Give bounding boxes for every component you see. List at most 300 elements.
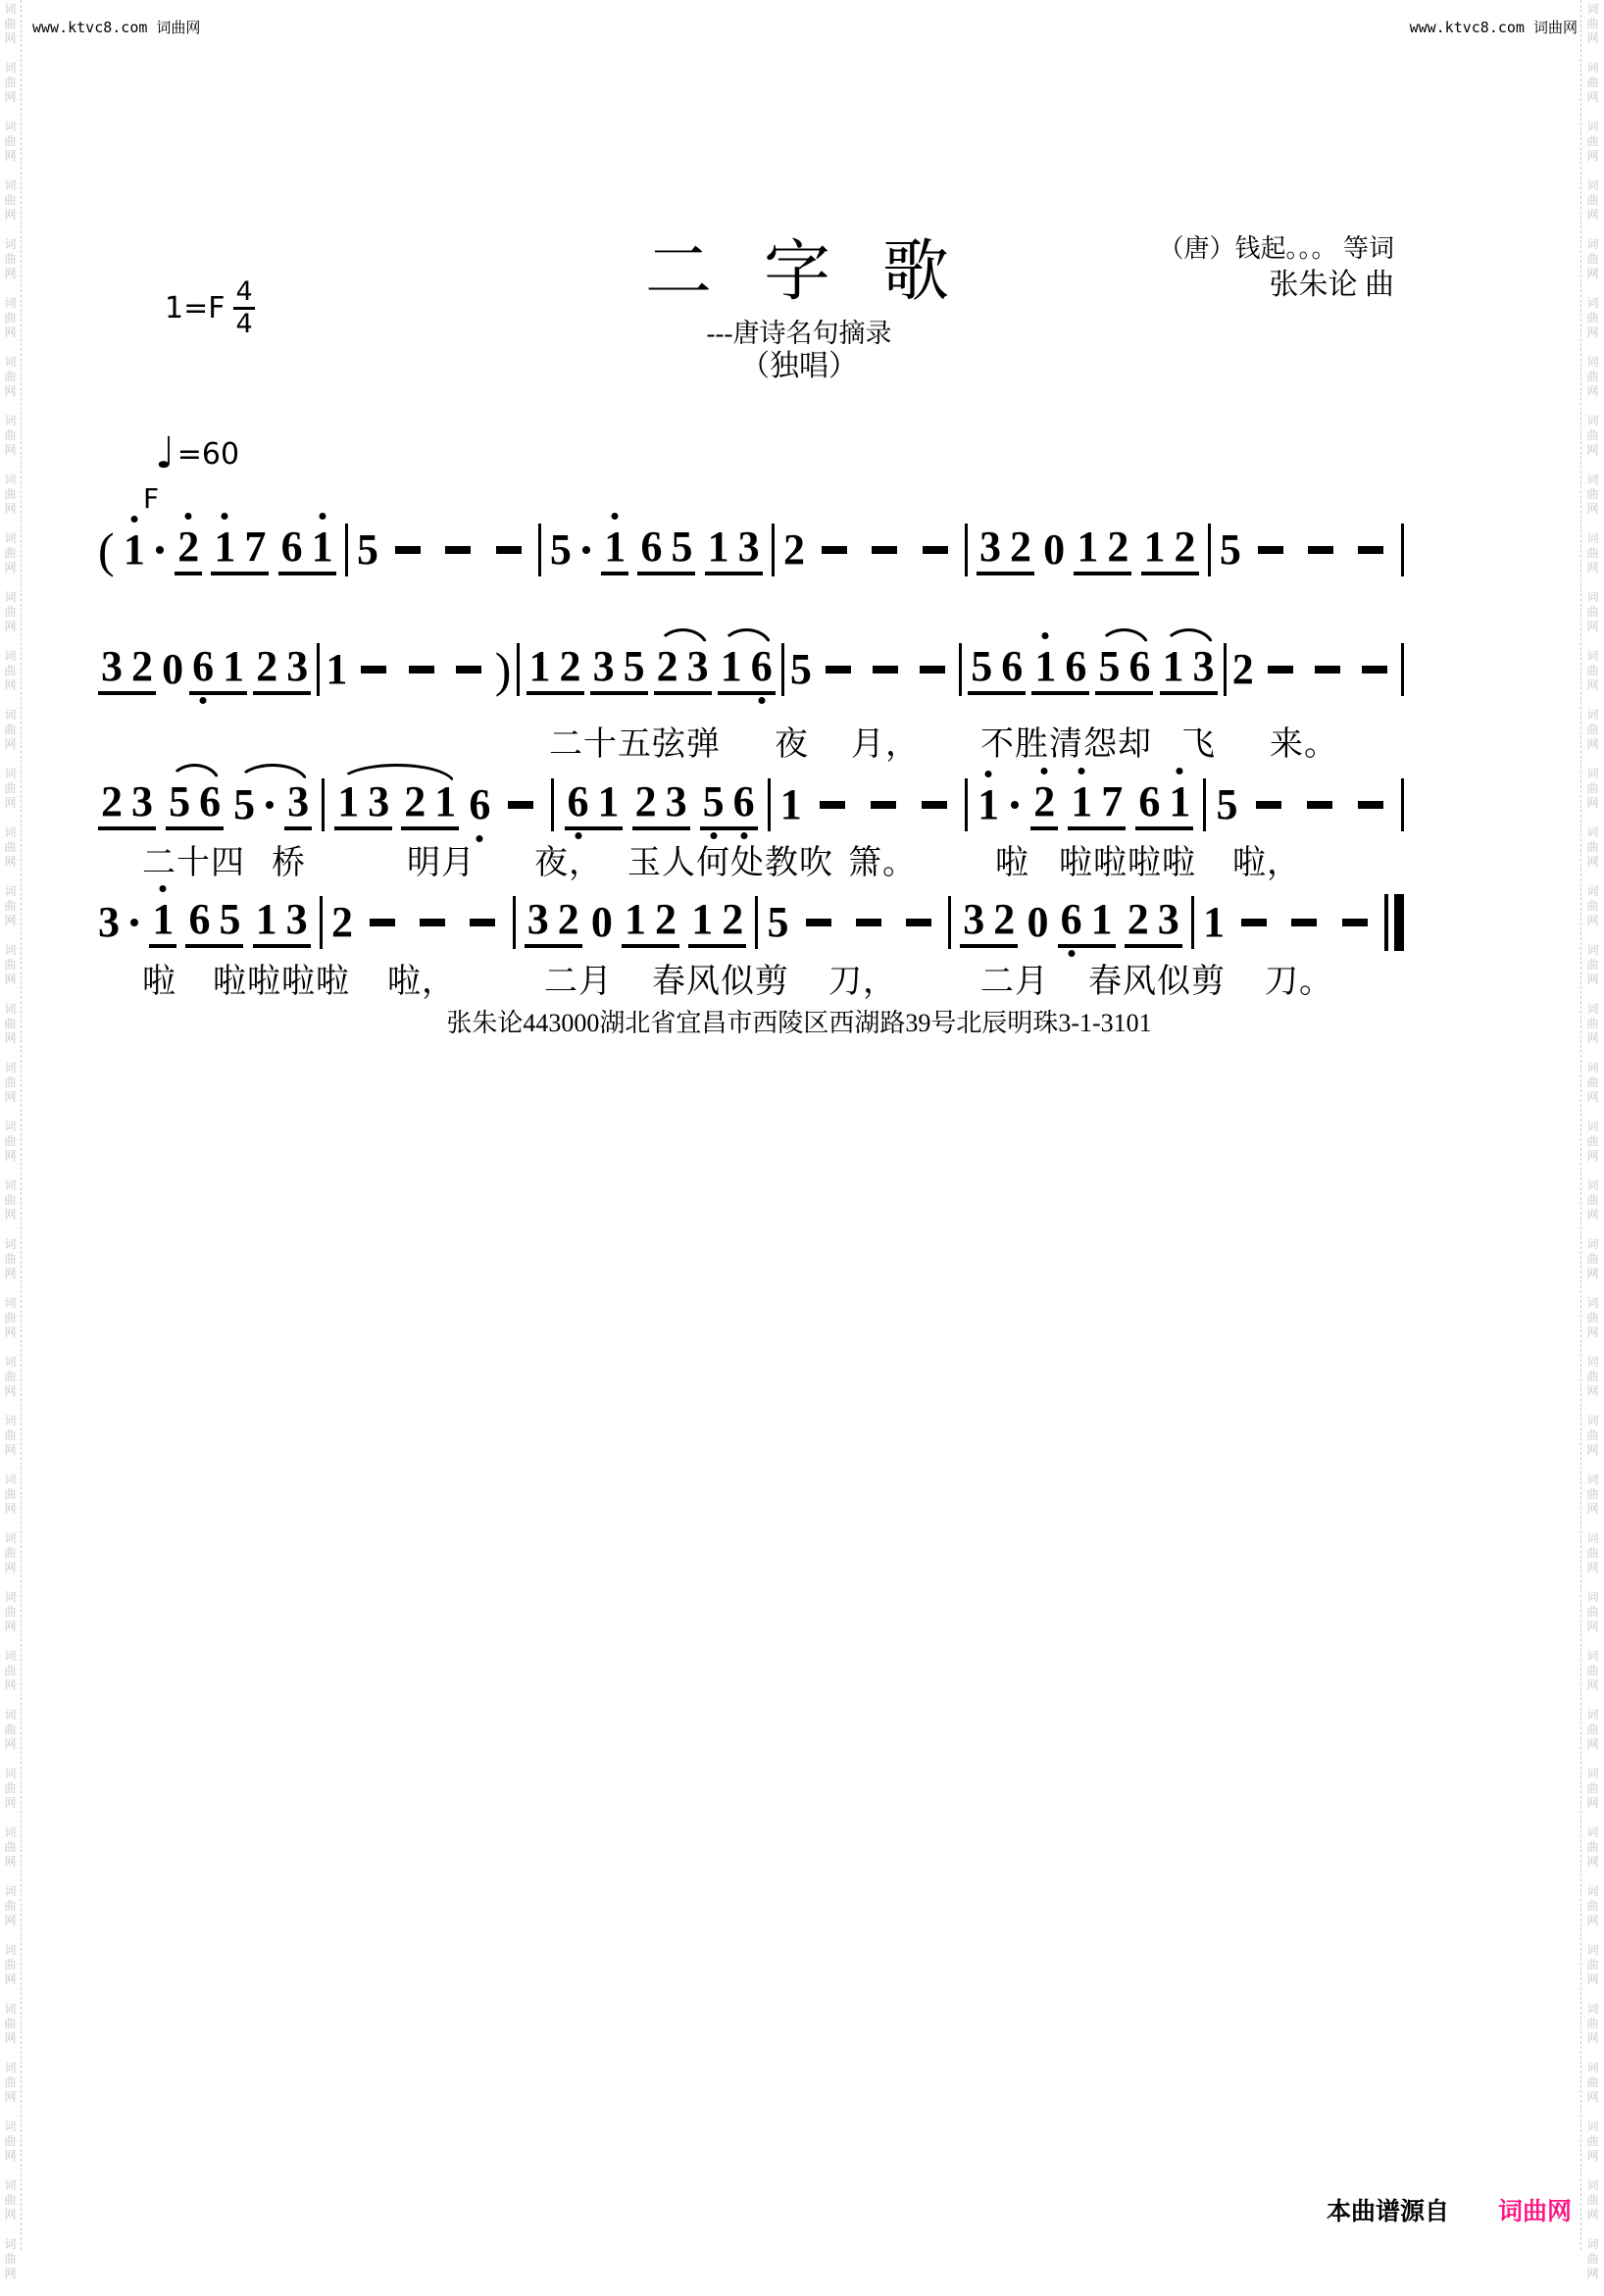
watermark-char: 网 bbox=[1586, 31, 1599, 45]
barline bbox=[1401, 778, 1404, 831]
watermark-char: 网 bbox=[4, 1384, 17, 1398]
watermark-char: 网 bbox=[4, 1620, 17, 1633]
jianpu-note: 2 bbox=[993, 894, 1016, 943]
beam-group bbox=[688, 894, 746, 948]
duration-dash bbox=[456, 666, 481, 674]
jianpu-note: 3 bbox=[368, 776, 390, 825]
jianpu-note: 1 bbox=[214, 525, 235, 569]
lyric-segment: 啦， bbox=[387, 964, 456, 1000]
duration-dash bbox=[1256, 801, 1281, 809]
duration-dash bbox=[922, 801, 947, 809]
watermark-char: 网 bbox=[4, 2031, 17, 2045]
octave-dot-below bbox=[200, 697, 207, 704]
jianpu-note: 5 bbox=[1098, 641, 1121, 690]
duration-dash bbox=[1342, 919, 1368, 926]
beam-group bbox=[149, 894, 176, 948]
watermark-char: 曲 bbox=[1586, 1722, 1599, 1736]
watermark-char: 网 bbox=[1586, 1149, 1599, 1163]
beam-group bbox=[1031, 641, 1089, 695]
watermark-char: 网 bbox=[4, 737, 17, 751]
watermark-char: 词 bbox=[4, 708, 17, 722]
watermark-char: 网 bbox=[1586, 914, 1599, 927]
beam-group bbox=[590, 641, 648, 695]
watermark-char: 曲 bbox=[1586, 899, 1599, 913]
duration-dash bbox=[806, 919, 831, 926]
lyric-segment: 二月 bbox=[980, 964, 1049, 1000]
beam-group bbox=[253, 641, 311, 695]
beam-group bbox=[1058, 894, 1116, 948]
jianpu-note: 1 bbox=[1071, 780, 1092, 824]
lyric-segment: 明月 bbox=[407, 845, 476, 881]
watermark-char: 词 bbox=[1586, 473, 1599, 486]
lyrics-line-2 bbox=[98, 844, 1471, 883]
lyric-segment: 啦啦啦啦 bbox=[1059, 845, 1196, 881]
jianpu-note: 2 bbox=[177, 525, 199, 569]
octave-dot-above bbox=[319, 513, 326, 520]
watermark-char: 曲 bbox=[4, 2017, 17, 2030]
watermark-char: 词 bbox=[1586, 1178, 1599, 1192]
watermark-char: 曲 bbox=[4, 134, 17, 148]
watermark-char: 网 bbox=[4, 796, 17, 810]
duration-dash bbox=[470, 919, 495, 926]
duration-dash bbox=[1362, 666, 1387, 674]
beam-group bbox=[98, 641, 156, 695]
jianpu-note: 5 bbox=[767, 898, 789, 946]
barline bbox=[781, 643, 784, 696]
lyric-segment: 啦， bbox=[1232, 845, 1301, 881]
jianpu-note: 2 bbox=[656, 641, 678, 690]
lyric-segment: 春风似剪 bbox=[652, 964, 789, 1000]
jianpu-note: 2 bbox=[1009, 522, 1031, 571]
octave-dot-above bbox=[985, 771, 992, 777]
watermark-char: 曲 bbox=[1586, 1311, 1599, 1324]
watermark-char: 网 bbox=[1586, 384, 1599, 398]
jianpu-note: 1 bbox=[337, 776, 360, 825]
watermark-char: 网 bbox=[4, 90, 17, 104]
watermark-char: 词 bbox=[4, 1590, 17, 1604]
watermark-char: 曲 bbox=[1586, 428, 1599, 442]
watermark-char: 网 bbox=[4, 1208, 17, 1222]
watermark-char: 曲 bbox=[1586, 1664, 1599, 1677]
lyric-segment: 不胜清怨却 bbox=[980, 726, 1152, 763]
site-url-top-right: www.ktvc8.com 词曲网 bbox=[1409, 19, 1578, 36]
beam-group bbox=[718, 641, 776, 695]
footer-attribution bbox=[1327, 2199, 1572, 2223]
watermark-char: 词 bbox=[4, 414, 17, 427]
beam-group bbox=[211, 522, 269, 575]
watermark-char: 词 bbox=[1586, 1708, 1599, 1722]
watermark-char: 曲 bbox=[4, 252, 17, 266]
lyric-segment: 二月 bbox=[544, 964, 613, 1000]
lyric-segment: 月， bbox=[851, 726, 920, 763]
watermark-char: 网 bbox=[4, 208, 17, 222]
time-signature bbox=[233, 278, 254, 339]
beam-group bbox=[189, 641, 247, 695]
key-label: 1=F bbox=[165, 290, 226, 325]
barline bbox=[772, 524, 775, 576]
duration-dash bbox=[872, 546, 897, 554]
watermark-char: 曲 bbox=[1586, 1252, 1599, 1266]
tempo-value: =60 bbox=[176, 437, 240, 472]
jianpu-note: 3 bbox=[963, 894, 985, 943]
watermark-char: 词 bbox=[4, 1708, 17, 1722]
lyric-segment: 箫。 bbox=[848, 845, 917, 881]
lyric-segment: 啦 bbox=[995, 845, 1029, 881]
score-line-1 bbox=[98, 520, 1404, 580]
watermark-char: 词 bbox=[4, 1414, 17, 1427]
octave-dot-above bbox=[1078, 768, 1085, 774]
footer-source-text: 本曲谱源自 bbox=[1326, 2197, 1449, 2225]
watermark-char: 曲 bbox=[4, 193, 17, 207]
watermark-char: 网 bbox=[1586, 1090, 1599, 1104]
jianpu-note: 7 bbox=[1101, 776, 1124, 825]
beam-group bbox=[98, 776, 156, 830]
watermark-char: 曲 bbox=[4, 1664, 17, 1677]
key-signature bbox=[165, 278, 255, 339]
watermark-char: 曲 bbox=[4, 899, 17, 913]
watermark-char: 词 bbox=[4, 649, 17, 663]
beam-group bbox=[166, 776, 224, 830]
watermark-char: 词 bbox=[1586, 767, 1599, 780]
jianpu-note: 1 bbox=[977, 783, 999, 826]
jianpu-note: 2 bbox=[557, 894, 579, 943]
footer-brand-link[interactable]: 词曲网 bbox=[1497, 2197, 1572, 2225]
duration-dash bbox=[826, 666, 851, 674]
jianpu-note: 3 bbox=[665, 776, 687, 825]
lyric-segment: 夜 bbox=[775, 726, 809, 763]
duration-dash bbox=[1358, 546, 1383, 554]
watermark-char: 曲 bbox=[4, 1134, 17, 1148]
beam-group bbox=[334, 776, 392, 830]
jianpu-note: 3 bbox=[1192, 641, 1215, 690]
watermark-char: 曲 bbox=[1586, 1487, 1599, 1501]
jianpu-note: 1 bbox=[223, 641, 245, 690]
jianpu-note: 6 bbox=[469, 783, 490, 826]
watermark-char: 曲 bbox=[4, 1075, 17, 1089]
jianpu-note: 6 bbox=[1001, 641, 1024, 690]
beam-group bbox=[637, 522, 695, 575]
watermark-char: 网 bbox=[4, 2208, 17, 2221]
barline bbox=[1401, 643, 1404, 696]
watermark-char: 网 bbox=[1586, 1325, 1599, 1339]
barline bbox=[948, 896, 951, 949]
watermark-char: 词 bbox=[1586, 2, 1599, 16]
barline bbox=[1208, 524, 1211, 576]
watermark-char: 网 bbox=[4, 149, 17, 163]
watermark-char: 词 bbox=[4, 1649, 17, 1663]
barline bbox=[345, 524, 348, 576]
watermark-char: 词 bbox=[4, 1120, 17, 1133]
watermark-char: 网 bbox=[1586, 443, 1599, 457]
watermark-char: 词 bbox=[1586, 1296, 1599, 1310]
jianpu-note: 6 bbox=[640, 522, 663, 571]
octave-dot-below bbox=[1068, 950, 1075, 957]
tempo-marking bbox=[155, 428, 240, 478]
watermark-char: 曲 bbox=[1586, 1781, 1599, 1795]
lyrics-line-3 bbox=[98, 963, 1471, 1002]
watermark-char: 词 bbox=[4, 237, 17, 251]
watermark-char: 曲 bbox=[4, 1899, 17, 1913]
watermark-char: 词 bbox=[1586, 120, 1599, 133]
beam-group bbox=[700, 776, 758, 830]
jianpu-note: 3 bbox=[131, 776, 153, 825]
open-parenthesis: ( bbox=[98, 523, 115, 577]
final-barline-thin bbox=[1384, 894, 1388, 951]
watermark-char: 曲 bbox=[4, 1546, 17, 1560]
watermark-char: 曲 bbox=[1586, 1958, 1599, 1972]
barline bbox=[1191, 896, 1194, 949]
octave-dot-above bbox=[612, 513, 619, 520]
watermark-char: 网 bbox=[1586, 1855, 1599, 1869]
left-watermark-strip bbox=[0, 0, 22, 2280]
watermark-char: 网 bbox=[1586, 855, 1599, 869]
watermark-char: 词 bbox=[1586, 355, 1599, 369]
watermark-char: 网 bbox=[4, 855, 17, 869]
watermark-column bbox=[0, 0, 21, 2296]
octave-dot-above bbox=[1177, 768, 1183, 774]
barline bbox=[317, 643, 320, 696]
slur-arc bbox=[334, 776, 459, 830]
jianpu-note: 2 bbox=[1231, 645, 1254, 693]
watermark-char: 曲 bbox=[4, 1193, 17, 1207]
jianpu-note: 2 bbox=[559, 641, 581, 690]
watermark-char: 曲 bbox=[1586, 1899, 1599, 1913]
watermark-char: 网 bbox=[1586, 737, 1599, 751]
watermark-char: 曲 bbox=[4, 1428, 17, 1442]
octave-dot-above bbox=[1041, 768, 1048, 774]
octave-dot-above bbox=[160, 885, 167, 892]
jianpu-note: 5 bbox=[1219, 525, 1241, 574]
duration-dash bbox=[856, 919, 881, 926]
barline bbox=[538, 524, 541, 576]
jianpu-note: 5 bbox=[703, 780, 725, 824]
watermark-char: 词 bbox=[4, 943, 17, 957]
jianpu-note: 6 bbox=[280, 522, 303, 571]
beam-group bbox=[622, 894, 679, 948]
watermark-char: 网 bbox=[1586, 1384, 1599, 1398]
watermark-char: 曲 bbox=[4, 1311, 17, 1324]
meter-numerator: 4 bbox=[233, 278, 254, 310]
barline bbox=[755, 896, 758, 949]
watermark-char: 网 bbox=[1586, 2267, 1599, 2280]
composer-credit: 张朱论 曲 bbox=[1269, 269, 1394, 301]
watermark-char: 词 bbox=[1586, 61, 1599, 75]
beam-group bbox=[253, 894, 311, 948]
watermark-char: 曲 bbox=[4, 605, 17, 619]
jianpu-note: 1 bbox=[326, 645, 348, 693]
watermark-char: 曲 bbox=[4, 2252, 17, 2266]
watermark-char: 网 bbox=[4, 914, 17, 927]
watermark-char: 网 bbox=[1586, 1561, 1599, 1574]
watermark-char: 曲 bbox=[4, 664, 17, 677]
watermark-char: 词 bbox=[4, 296, 17, 310]
beam-group bbox=[1135, 776, 1193, 830]
watermark-char: 曲 bbox=[1586, 1428, 1599, 1442]
watermark-char: 曲 bbox=[4, 311, 17, 324]
lyric-segment: 二十四 bbox=[142, 845, 245, 881]
watermark-char: 词 bbox=[4, 2, 17, 16]
watermark-char: 曲 bbox=[1586, 958, 1599, 972]
jianpu-note: 1 bbox=[1090, 894, 1113, 943]
watermark-char: 网 bbox=[4, 1090, 17, 1104]
watermark-char: 网 bbox=[4, 1972, 17, 1986]
beam-group bbox=[654, 641, 712, 695]
watermark-char: 曲 bbox=[4, 840, 17, 854]
watermark-char: 词 bbox=[1586, 1767, 1599, 1780]
lyric-segment: 飞 bbox=[1181, 726, 1216, 763]
jianpu-note: 2 bbox=[330, 898, 353, 946]
jianpu-note: 1 bbox=[1203, 898, 1226, 946]
slur-arc bbox=[1160, 641, 1218, 695]
jianpu-note: 5 bbox=[623, 641, 645, 690]
jianpu-note: 7 bbox=[244, 522, 267, 571]
jianpu-note: 1 bbox=[625, 894, 647, 943]
watermark-char: 词 bbox=[4, 355, 17, 369]
watermark-char: 网 bbox=[4, 1914, 17, 1927]
watermark-char: 曲 bbox=[1586, 781, 1599, 795]
beam-group bbox=[1068, 776, 1126, 830]
watermark-char: 词 bbox=[4, 1296, 17, 1310]
watermark-char: 网 bbox=[4, 2267, 17, 2280]
close-parenthesis: ) bbox=[494, 642, 512, 697]
watermark-char: 词 bbox=[4, 2120, 17, 2133]
watermark-char: 词 bbox=[1586, 1649, 1599, 1663]
jianpu-note: 6 bbox=[1128, 641, 1151, 690]
watermark-char: 网 bbox=[1586, 1031, 1599, 1045]
watermark-char: 词 bbox=[4, 884, 17, 898]
watermark-char: 网 bbox=[1586, 973, 1599, 986]
watermark-char: 曲 bbox=[1586, 2252, 1599, 2266]
duration-dash bbox=[871, 801, 896, 809]
jianpu-note: 6 bbox=[192, 645, 214, 688]
jianpu-note: 3 bbox=[286, 641, 309, 690]
duration-dot bbox=[582, 546, 590, 554]
watermark-char: 网 bbox=[1586, 1796, 1599, 1810]
watermark-char: 词 bbox=[4, 1178, 17, 1192]
duration-dash bbox=[1308, 546, 1333, 554]
watermark-char: 曲 bbox=[4, 1781, 17, 1795]
beam-group bbox=[960, 894, 1018, 948]
beam-group bbox=[175, 522, 202, 575]
slur-arc bbox=[1095, 641, 1153, 695]
final-barline bbox=[1384, 894, 1404, 951]
duration-dot bbox=[156, 546, 164, 554]
jianpu-note: 2 bbox=[1127, 894, 1149, 943]
watermark-char: 网 bbox=[4, 1443, 17, 1457]
watermark-char: 词 bbox=[1586, 1825, 1599, 1839]
watermark-char: 词 bbox=[1586, 1120, 1599, 1133]
watermark-char: 曲 bbox=[4, 1722, 17, 1736]
beam-group bbox=[526, 641, 584, 695]
lyric-segment: 啦啦啦啦 bbox=[213, 964, 350, 1000]
watermark-char: 词 bbox=[1586, 1237, 1599, 1251]
song-subtitle: ---唐诗名句摘录 bbox=[706, 319, 892, 348]
lyric-segment: 刀， bbox=[828, 964, 897, 1000]
watermark-char: 词 bbox=[1586, 1355, 1599, 1369]
duration-dash bbox=[1307, 801, 1332, 809]
jianpu-note: 5 bbox=[549, 525, 572, 574]
duration-dash bbox=[1241, 919, 1267, 926]
watermark-char: 网 bbox=[4, 443, 17, 457]
watermark-char: 曲 bbox=[4, 370, 17, 383]
duration-dash bbox=[445, 546, 471, 554]
jianpu-note: 1 bbox=[1077, 522, 1099, 571]
song-title: 二 字 歌 bbox=[644, 234, 953, 309]
watermark-char: 词 bbox=[4, 1061, 17, 1074]
meter-denominator: 4 bbox=[235, 309, 253, 340]
octave-dot-below bbox=[710, 832, 717, 839]
jianpu-note: 3 bbox=[526, 894, 549, 943]
watermark-char: 网 bbox=[4, 1149, 17, 1163]
watermark-char: 词 bbox=[1586, 2061, 1599, 2074]
final-barline-thick bbox=[1394, 894, 1404, 951]
lyric-segment: 夜， bbox=[534, 845, 603, 881]
watermark-char: 网 bbox=[1586, 2149, 1599, 2163]
watermark-char: 曲 bbox=[4, 781, 17, 795]
duration-dash bbox=[1258, 546, 1283, 554]
lyric-segment: 刀。 bbox=[1265, 964, 1333, 1000]
watermark-char: 词 bbox=[1586, 825, 1599, 839]
watermark-char: 曲 bbox=[1586, 134, 1599, 148]
barline bbox=[959, 643, 962, 696]
beam-group bbox=[565, 776, 623, 830]
watermark-char: 网 bbox=[1586, 1620, 1599, 1633]
jianpu-note: 1 bbox=[1143, 522, 1166, 571]
duration-dash bbox=[873, 666, 898, 674]
watermark-char: 词 bbox=[4, 1943, 17, 1957]
beam-group bbox=[401, 776, 459, 830]
watermark-char: 曲 bbox=[1586, 1134, 1599, 1148]
jianpu-note: 5 bbox=[671, 522, 693, 571]
duration-dash bbox=[923, 546, 948, 554]
right-watermark-strip bbox=[1580, 0, 1604, 2280]
octave-dot-below bbox=[758, 697, 765, 704]
jianpu-note: 5 bbox=[219, 894, 241, 943]
jianpu-note: 2 bbox=[1033, 780, 1055, 824]
watermark-char: 曲 bbox=[1586, 17, 1599, 30]
lyric-segment: 啦 bbox=[142, 964, 176, 1000]
watermark-char: 词 bbox=[1586, 1414, 1599, 1427]
watermark-char: 曲 bbox=[4, 546, 17, 560]
jianpu-note: 0 bbox=[162, 645, 184, 693]
watermark-char: 词 bbox=[4, 2237, 17, 2251]
watermark-char: 网 bbox=[4, 1267, 17, 1280]
beam-group bbox=[284, 776, 312, 830]
beam-group bbox=[977, 522, 1034, 575]
duration-dot bbox=[266, 801, 274, 809]
duration-dash bbox=[496, 546, 522, 554]
watermark-char: 网 bbox=[4, 678, 17, 692]
watermark-char: 曲 bbox=[1586, 1546, 1599, 1560]
jianpu-note: 0 bbox=[1027, 898, 1049, 946]
watermark-char: 曲 bbox=[1586, 664, 1599, 677]
duration-dash bbox=[820, 801, 845, 809]
octave-dot-below bbox=[740, 832, 747, 839]
watermark-char: 网 bbox=[1586, 208, 1599, 222]
watermark-char: 词 bbox=[4, 1237, 17, 1251]
beam-group bbox=[968, 641, 1026, 695]
watermark-char: 网 bbox=[1586, 678, 1599, 692]
jianpu-note: 3 bbox=[285, 894, 308, 943]
watermark-char: 网 bbox=[4, 1031, 17, 1045]
barline bbox=[320, 896, 323, 949]
jianpu-note: 2 bbox=[256, 641, 278, 690]
watermark-char: 词 bbox=[4, 120, 17, 133]
jianpu-note: 2 bbox=[101, 776, 123, 825]
jianpu-note: 1 bbox=[707, 522, 729, 571]
watermark-char: 词 bbox=[4, 1472, 17, 1486]
watermark-char: 曲 bbox=[1586, 2017, 1599, 2030]
